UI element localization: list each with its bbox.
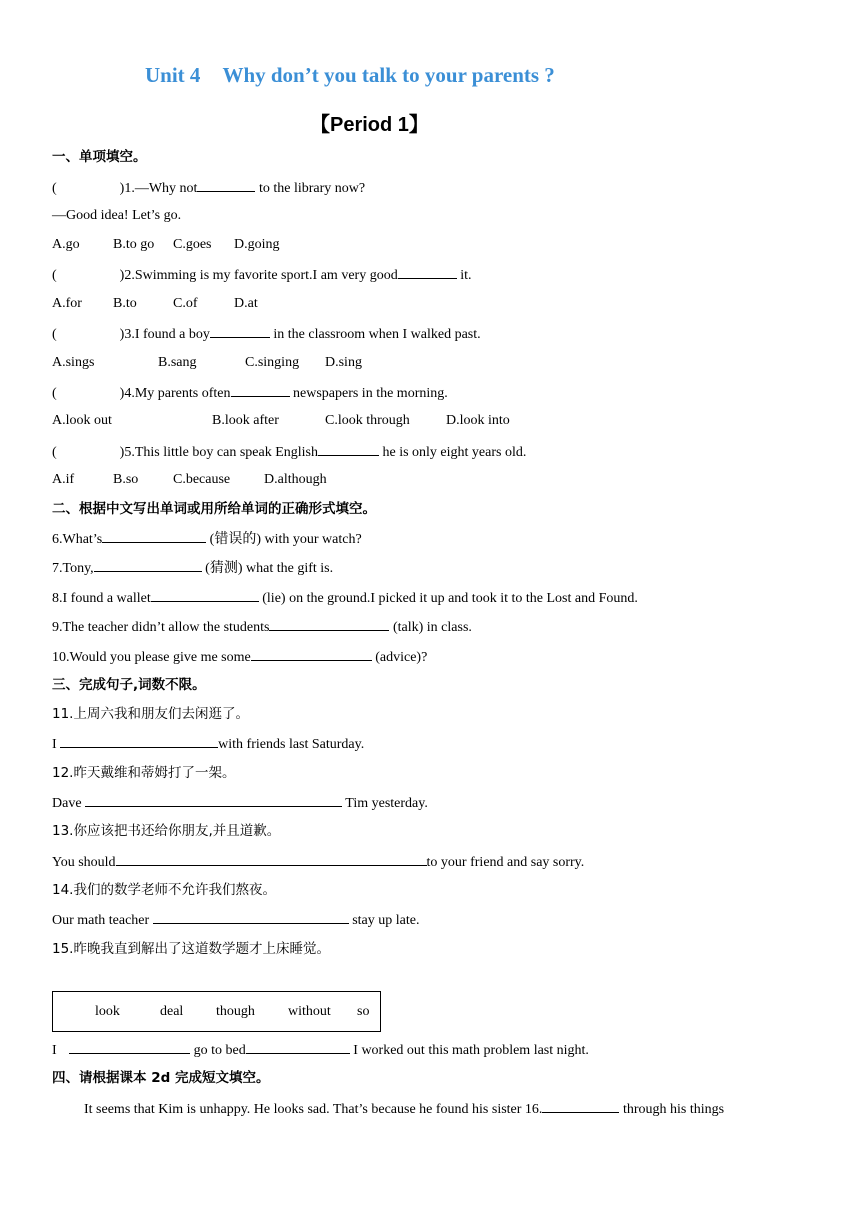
unit-number: Unit 4 (145, 63, 201, 87)
question-13: You should to your friend and say sorry. (52, 852, 584, 872)
option-d[interactable]: D.at (234, 296, 258, 311)
period-label: 【Period 1】 (310, 114, 429, 136)
option-c[interactable]: C.look through (325, 413, 410, 428)
option-a[interactable]: A.sings (52, 355, 95, 370)
option-d[interactable]: D.although (264, 472, 327, 487)
option-c[interactable]: C.goes (173, 237, 212, 252)
question-11-chinese: 11.上周六我和朋友们去闲逛了。 (52, 706, 249, 722)
blank[interactable] (94, 558, 202, 572)
answer-paren[interactable]: ( (52, 445, 57, 460)
blank[interactable] (398, 265, 457, 279)
option-a[interactable]: A.look out (52, 413, 112, 428)
passage-text: It seems that Kim is unhappy. He looks sad. That’s because he found his sister 16. through his things (84, 1099, 724, 1119)
question-8: 8.I found a wallet (lie) on the ground.I picked it up and took it to the Lost and Found. (52, 588, 638, 608)
option-b[interactable]: B.to (113, 296, 137, 311)
unit-title (145, 63, 555, 88)
question-11: I with friends last Saturday. (52, 734, 364, 754)
answer-paren[interactable]: ( (52, 386, 57, 401)
option-a[interactable]: A.if (52, 472, 75, 487)
blank[interactable] (69, 1040, 190, 1054)
question-15-chinese: 15.昨晚我直到解出了这道数学题才上床睡觉。 (52, 941, 330, 957)
blank[interactable] (197, 178, 255, 192)
option-c[interactable]: C.because (173, 472, 231, 487)
blank[interactable] (231, 383, 290, 397)
option-c[interactable]: C.singing (245, 355, 300, 370)
word-box-item: though (216, 1004, 255, 1019)
question-12-chinese: 12.昨天戴维和蒂姆打了一架。 (52, 765, 236, 781)
blank[interactable] (60, 734, 218, 748)
section2-heading: 二、根据中文写出单词或用所给单词的正确形式填空。 (52, 501, 376, 517)
question-9: 9.The teacher didn’t allow the students (talk) in class. (52, 617, 472, 637)
question-13-chinese: 13.你应该把书还给你朋友,并且道歉。 (52, 823, 281, 839)
blank[interactable] (542, 1099, 619, 1113)
word-box (52, 991, 381, 1032)
option-c[interactable]: C.of (173, 296, 198, 311)
option-b[interactable]: B.sang (158, 355, 197, 370)
question-15: I go to bed I worked out this math problem last night. (52, 1040, 589, 1060)
blank[interactable] (246, 1040, 350, 1054)
blank[interactable] (210, 324, 270, 338)
word-box-item: look (95, 1004, 120, 1019)
blank[interactable] (318, 442, 379, 456)
question-1: ( )1.—Why not to the library now? (52, 178, 365, 198)
option-a[interactable]: A.for (52, 296, 82, 311)
blank[interactable] (251, 647, 372, 661)
word-box-item: deal (160, 1004, 184, 1019)
blank[interactable] (85, 793, 342, 807)
option-b[interactable]: B.so (113, 472, 139, 487)
question-14-chinese: 14.我们的数学老师不允许我们熬夜。 (52, 882, 276, 898)
option-b[interactable]: B.to go (113, 237, 155, 252)
question-2: ( )2.Swimming is my favorite sport.I am very good it. (52, 265, 471, 285)
answer-paren[interactable]: ( (52, 268, 57, 283)
question-3: ( )3.I found a boy in the classroom when I walked past. (52, 324, 481, 344)
blank[interactable] (269, 617, 389, 631)
word-box-item: without (288, 1004, 331, 1019)
unit-heading: Why don’t you talk to your parents ? (222, 63, 555, 87)
option-d[interactable]: D.sing (325, 355, 362, 370)
question-4: ( )4.My parents often newspapers in the morning. (52, 383, 448, 403)
blank[interactable] (153, 910, 349, 924)
question-7: 7.Tony, (猜测) what the gift is. (52, 558, 333, 578)
question-12: Dave Tim yesterday. (52, 793, 428, 813)
section4-heading: 四、请根据课本 2d 完成短文填空。 (52, 1070, 270, 1086)
option-d[interactable]: D.look into (446, 413, 510, 428)
section3-heading: 三、完成句子,词数不限。 (52, 677, 206, 693)
section1-heading: 一、单项填空。 (52, 149, 147, 165)
question-10: 10.Would you please give me some (advice)? (52, 647, 427, 667)
blank[interactable] (116, 852, 427, 866)
option-a[interactable]: A.go (52, 237, 80, 252)
option-b[interactable]: B.look after (212, 413, 279, 428)
answer-paren[interactable]: ( (52, 327, 57, 342)
question-14: Our math teacher stay up late. (52, 910, 419, 930)
question-6: 6.What’s (错误的) with your watch? (52, 529, 362, 549)
question-1-reply: —Good idea! Let’s go. (52, 208, 182, 223)
blank[interactable] (102, 529, 206, 543)
option-d[interactable]: D.going (234, 237, 280, 252)
answer-paren[interactable]: ( (52, 181, 57, 196)
word-box-item: so (357, 1004, 370, 1019)
question-5: ( )5.This little boy can speak English he is only eight years old. (52, 442, 526, 462)
blank[interactable] (151, 588, 259, 602)
